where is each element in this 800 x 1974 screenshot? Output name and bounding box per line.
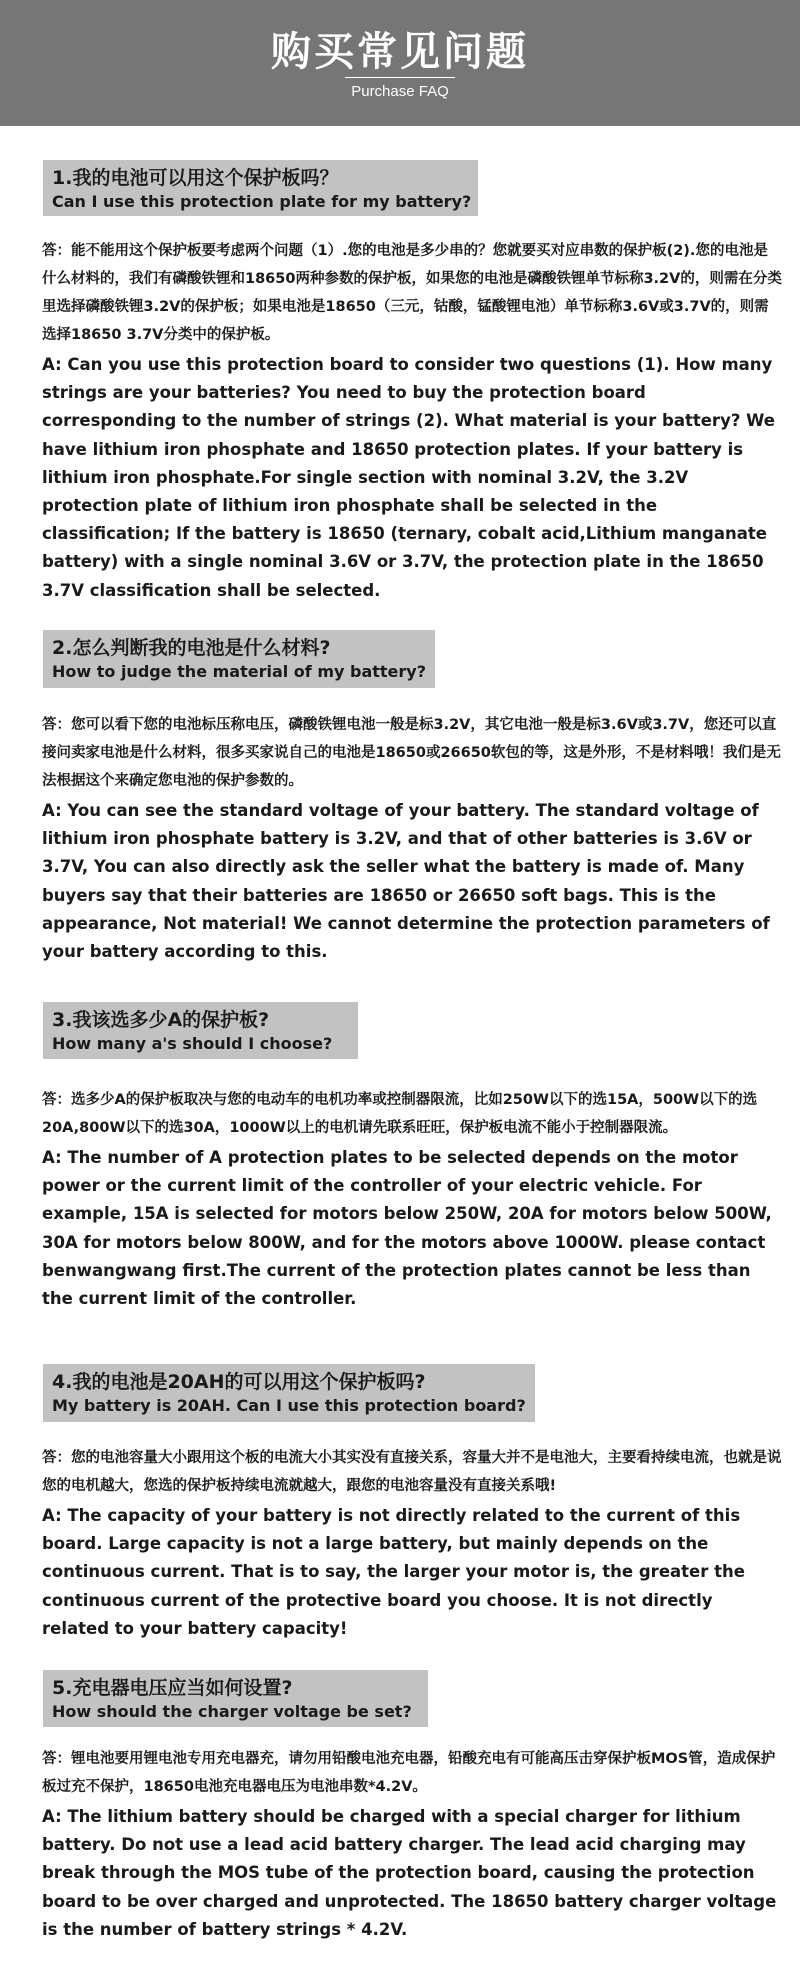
- answer-zh: 答：选多少A的保护板取决与您的电动车的电机功率或控制器限流，比如250W以下的选15A，500W以下的选20A,800W以下的选30A，1000W以上的电机请先联系旺旺，保护板电流不能小于控制器限流。: [42, 1092, 758, 1136]
- question-zh: 5.充电器电压应当如何设置?: [52, 1677, 293, 1699]
- faq-answer-3: [42, 1086, 782, 1313]
- answer-zh: 答：锂电池要用锂电池专用充电器充，请勿用铅酸电池充电器，铅酸充电有可能高压击穿保护板MOS管，造成保护板过充不保护，18650电池充电器电压为电池串数*4.2V。: [42, 1751, 776, 1795]
- page-title: 购买常见问题: [271, 29, 529, 75]
- title-divider: [345, 77, 455, 78]
- question-en: Can I use this protection plate for my battery?: [52, 192, 472, 211]
- answer-en: A: The lithium battery should be charged with a special charger for lithium battery. Do not use a lead acid battery charger. The lead acid charging may break through the MOS tube of the protection board, causing the protection board to be over charged and unprotected. The 18650 battery charger voltage is the number of battery strings * 4.2V.: [42, 1807, 777, 1939]
- question-en: My battery is 20AH. Can I use this protection board?: [52, 1396, 526, 1415]
- faq-answer-1: [42, 237, 782, 605]
- question-en: How many a's should I choose?: [52, 1034, 333, 1053]
- question-zh: 2.怎么判断我的电池是什么材料?: [52, 637, 331, 659]
- answer-en: A: Can you use this protection board to consider two questions (1). How many strings are your batteries? You need to buy the protection board corresponding to the number of strings (2). What material is your battery? We have lithium iron phosphate and 18650 protection plates. If your battery is lithium iron phosphate.For single section with nominal 3.2V, the 3.2V protection plate of lithium iron phosphate shall be selected in the classification; If the battery is 18650 (ternary, cobalt acid,Lithium manganate battery) with a single nominal 3.6V or 3.7V, the protection plate in the 18650 3.7V classification shall be selected.: [42, 355, 775, 600]
- faq-question-1: [43, 160, 478, 216]
- question-en: How should the charger voltage be set?: [52, 1702, 412, 1721]
- faq-answer-5: [42, 1745, 782, 1944]
- answer-zh: 答：您可以看下您的电池标压称电压，磷酸铁锂电池一般是标3.2V，其它电池一般是标3.6V或3.7V，您还可以直接问卖家电池是什么材料，很多买家说自己的电池是18650或26650软包的等，这是外形，不是材料哦！我们是无法根据这个来确定您电池的保护参数的。: [42, 717, 781, 789]
- answer-en: A: The capacity of your battery is not directly related to the current of this board. Large capacity is not a large battery, but mainly depends on the continuous current. That is to say, the larger your motor is, the greater the continuous current of the protective board you choose. It is not directly related to your battery capacity!: [42, 1506, 745, 1638]
- faq-answer-2: [42, 711, 782, 966]
- question-en: How to judge the material of my battery?: [52, 662, 426, 681]
- faq-answer-4: [42, 1444, 782, 1643]
- header-banner: [0, 0, 800, 126]
- faq-question-2: [43, 630, 435, 688]
- question-zh: 1.我的电池可以用这个保护板吗？: [52, 167, 339, 189]
- answer-zh: 答：能不能用这个保护板要考虑两个问题（1）.您的电池是多少串的？您就要买对应串数的保护板(2).您的电池是什么材料的，我们有磷酸铁锂和18650两种参数的保护板，如果您的电池是磷酸铁锂单节标称3.2V的，则需在分类里选择磷酸铁锂3.2V的保护板；如果电池是18650（三元，钴酸，锰酸锂电池）单节标称3.6V或3.7V的，则需选择18650 3.7V分类中的保护板。: [42, 243, 782, 343]
- answer-zh: 答：您的电池容量大小跟用这个板的电流大小其实没有直接关系，容量大并不是电池大，主要看持续电流，也就是说您的电机越大，您选的保护板持续电流就越大，跟您的电池容量没有直接关系哦!: [42, 1450, 782, 1494]
- faq-question-3: [43, 1002, 358, 1059]
- page-subtitle: Purchase FAQ: [351, 83, 449, 100]
- question-zh: 3.我该选多少A的保护板?: [52, 1009, 270, 1031]
- question-zh: 4.我的电池是20AH的可以用这个保护板吗?: [52, 1371, 426, 1393]
- faq-question-4: [43, 1364, 535, 1422]
- answer-en: A: The number of A protection plates to be selected depends on the motor power or the current limit of the controller of your electric vehicle. For example, 15A is selected for motors below 250W, 20A for motors below 500W, 30A for motors below 800W, and for the motors above 1000W. please contact benwangwang first.The current of the protection plates cannot be less than the current limit of the controller.: [42, 1148, 772, 1309]
- faq-question-5: [43, 1670, 428, 1727]
- answer-en: A: You can see the standard voltage of your battery. The standard voltage of lithium iron phosphate battery is 3.2V, and that of other batteries is 3.6V or 3.7V, You can also directly ask the seller what the battery is made of. Many buyers say that their batteries are 18650 or 26650 soft bags. This is the appearance, Not material! We cannot determine the protection parameters of your battery according to this.: [42, 801, 770, 962]
